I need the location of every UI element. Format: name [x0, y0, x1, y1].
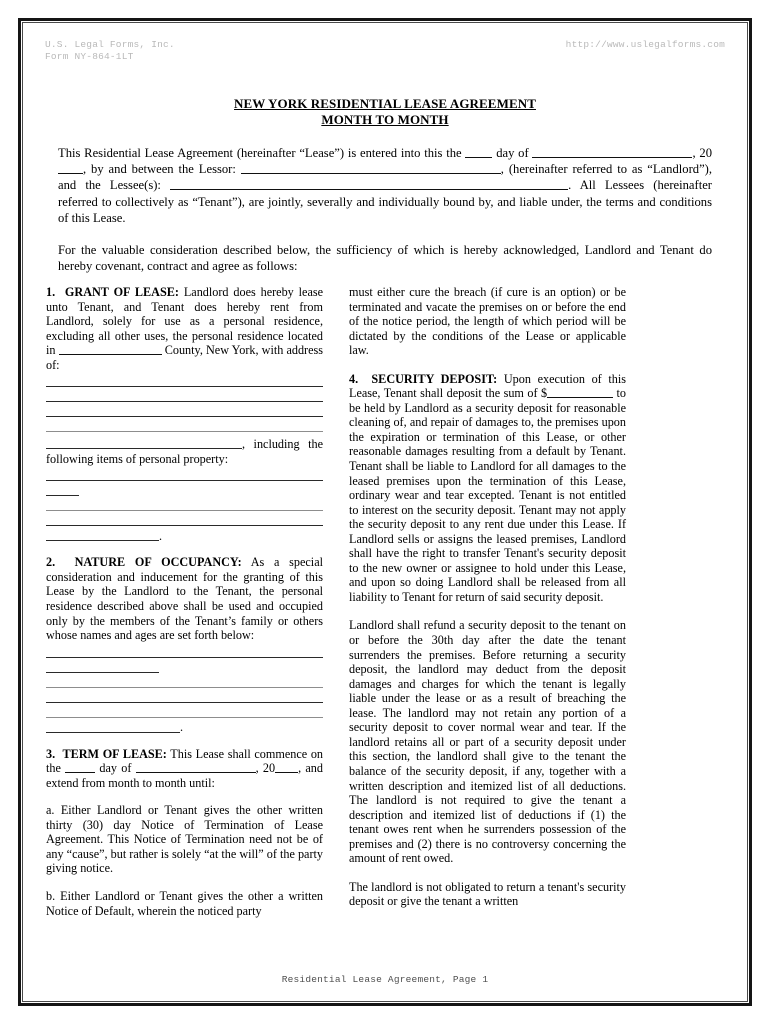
section-1-text-a: Landlord does hereby lease unto Tenant, and Tenant does hereby rent from Landlord, solely for use as a personal residence, excluding all other uses, the personal residence located in	[46, 285, 324, 358]
intro-text-e: , (hereinafter referred to as “Landlord”), and the Lessee(s):	[58, 162, 712, 193]
document-page-inner-border	[22, 22, 748, 1002]
blank-county-field[interactable]	[59, 344, 162, 355]
section-2-number: 2.	[46, 555, 56, 570]
header-website-url: http://www.uslegalforms.com	[565, 39, 725, 50]
blank-property-line-1[interactable]	[46, 480, 323, 481]
section-3-text-a: This Lease shall commence on the	[46, 746, 324, 776]
intro-text-d: , by and between the Lessor:	[83, 162, 241, 177]
section-4-number: 4.	[349, 371, 359, 386]
page-subtitle: MONTH TO MONTH	[321, 112, 449, 127]
section-3-number: 3.	[46, 746, 56, 761]
blank-lessor-field[interactable]	[241, 163, 501, 174]
blank-occupant-line-6-row	[46, 720, 323, 735]
document-footer: Residential Lease Agreement, Page 1	[281, 974, 489, 985]
left-column	[46, 285, 323, 918]
section-3-item-b: b. Either Landlord or Tenant gives the other a written Notice of Default, wherein the noticed party	[46, 889, 323, 918]
section-4-security-deposit	[349, 372, 626, 605]
section-3-text-c: , 20	[255, 761, 276, 776]
section-2-period: .	[180, 720, 184, 735]
blank-occupant-line-1[interactable]	[46, 657, 323, 658]
section-3-heading: TERM OF LEASE:	[62, 746, 167, 761]
section-1-personal-property-intro	[46, 437, 323, 466]
document-page-frame	[18, 18, 752, 1006]
blank-occupant-line-2[interactable]	[46, 672, 159, 673]
blank-property-line-2[interactable]	[46, 495, 79, 496]
blank-month-field[interactable]	[532, 147, 692, 158]
blank-commence-year-field[interactable]	[275, 762, 298, 773]
section-3-text-d: , and extend from month to month until:	[46, 761, 323, 790]
blank-deposit-amount-field[interactable]	[547, 387, 613, 398]
blank-lessee-field[interactable]	[170, 179, 568, 190]
document-page-content	[23, 23, 747, 1001]
blank-year-field[interactable]	[58, 163, 83, 174]
intro-text-f: . All Lessees (hereinafter referred to collectively as “Tenant”), are jointly, severally and individually bound by, and liable under, the terms and conditions of this Lease.	[58, 178, 712, 225]
section-4-text-b: to be held by Landlord as a security deposit for reasonable cleaning of, and repair of damages to, the premises upon the expiration or termination of this Lease, or other reasonable damages resulting from a default by Tenant. Tenant shall be liable to Landlord for all damages to the leased premises upon the termination of this Lease, ordinary wear and tear excepted. Tenant is not entitled to interest on the security deposit. Tenant may not apply the security deposit to any rent due under this Lease. If Landlord sells or assigns the leased premises, Landlord shall have the right to transfer Tenant's security deposit to the new owner or assignee to hold under this Lease, and upon so doing Landlord shall be released from all liability to Tenant for return of said security deposit.	[349, 386, 626, 604]
blank-occupant-line-6[interactable]	[46, 732, 180, 733]
section-2-text: As a special consideration and inducement for the granting of this Lease by the Landlord to the Tenant, the personal residence described above shall be used and occupied only by the members of the Tenant’s family or others whose names and ages are set forth below:	[46, 555, 323, 643]
section-4-obligation-paragraph: The landlord is not obligated to return a tenant's security deposit or give the tenant a written	[349, 879, 626, 909]
section-4-heading: SECURITY DEPOSIT:	[371, 371, 498, 386]
header-company-name: U.S. Legal Forms, Inc.	[45, 39, 175, 50]
blank-day-field[interactable]	[465, 147, 492, 158]
intro-text-a: This Residential Lease Agreement (hereinafter “Lease”) is entered into this the	[58, 146, 466, 160]
section-4-text-a: Upon execution of this Lease, Tenant shall deposit the sum of $	[349, 371, 626, 401]
right-column	[349, 285, 626, 918]
intro-paragraph-2: For the valuable consideration described below, the sufficiency of which is hereby acknowledged, Landlord and Tenant do hereby covenant, contract and agree as follows:	[58, 243, 712, 274]
blank-property-line-5-row	[46, 528, 323, 543]
blank-occupant-line-3[interactable]	[46, 687, 323, 688]
blank-occupant-line-4[interactable]	[46, 702, 323, 703]
section-1-period: .	[159, 528, 163, 543]
section-3-term-of-lease	[46, 747, 323, 791]
blank-commence-day-field[interactable]	[65, 762, 95, 773]
blank-occupant-line-5[interactable]	[46, 717, 323, 718]
section-1-text-c: , including the following items of personal property:	[46, 437, 323, 466]
section-1-grant-of-lease	[46, 285, 323, 372]
blank-address-line-1[interactable]	[46, 386, 323, 387]
intro-paragraph-1	[58, 145, 712, 226]
intro-text-c: , 20	[692, 146, 712, 160]
section-2-nature-of-occupancy	[46, 555, 323, 642]
section-3-text-b: day of	[95, 761, 136, 776]
blank-address-line-2[interactable]	[46, 401, 323, 402]
body-two-column-layout	[46, 285, 734, 918]
section-4-refund-paragraph: Landlord shall refund a security deposit to the tenant on or before the 30th day after the date the tenant surrenders the premises. Before returning a security deposit, the landlord may deduct from the deposit damages and charges for which the tenant is legally liable under the lease or as a result of breaching the lease. The landlord may not retain any portion of a security deposit to cover normal wear and tear. If the landlord retains all or part of a security deposit under this section, the landlord shall give to the tenant the balance of the security deposit, if any, together with a written description and itemized list of all deductions. The landlord is not required to give the tenant a description and itemized list of deductions if (1) the tenant owes rent when he surrenders possession of the premises and (2) there is no controversy concerning the amount of rent owed.	[349, 618, 626, 866]
document-title-block	[45, 96, 725, 128]
blank-address-line-5[interactable]	[46, 438, 242, 449]
section-1-number: 1.	[46, 285, 56, 299]
blank-address-line-3[interactable]	[46, 416, 323, 417]
intro-paragraphs	[58, 145, 712, 274]
section-1-text-b: County, New York, with address of:	[46, 343, 324, 372]
blank-property-line-3[interactable]	[46, 510, 323, 511]
blank-commence-month-field[interactable]	[136, 762, 256, 773]
blank-property-line-5[interactable]	[46, 540, 159, 541]
section-3-item-a: a. Either Landlord or Tenant gives the other written thirty (30) day Notice of Termination of Lease Agreement. This Notice of Termination need not be of any “cause”, but rather is solely “at the will” of the party giving notice.	[46, 803, 323, 876]
page-title: NEW YORK RESIDENTIAL LEASE AGREEMENT	[234, 96, 536, 111]
document-header	[45, 39, 725, 63]
section-1-heading: GRANT OF LEASE:	[64, 285, 179, 299]
section-2-heading: NATURE OF OCCUPANCY:	[74, 555, 242, 570]
header-form-number: Form NY-864-1LT	[45, 51, 134, 62]
continued-paragraph-from-left-column: must either cure the breach (if cure is an option) or be terminated and vacate the premises on or before the end of the notice period, the length of which period will be dictated by the conditions of the Lease or applicable law.	[349, 285, 626, 358]
blank-property-line-4[interactable]	[46, 525, 323, 526]
header-left-block	[45, 39, 175, 63]
blank-address-line-4[interactable]	[46, 431, 323, 432]
intro-text-b: day of	[492, 146, 533, 160]
